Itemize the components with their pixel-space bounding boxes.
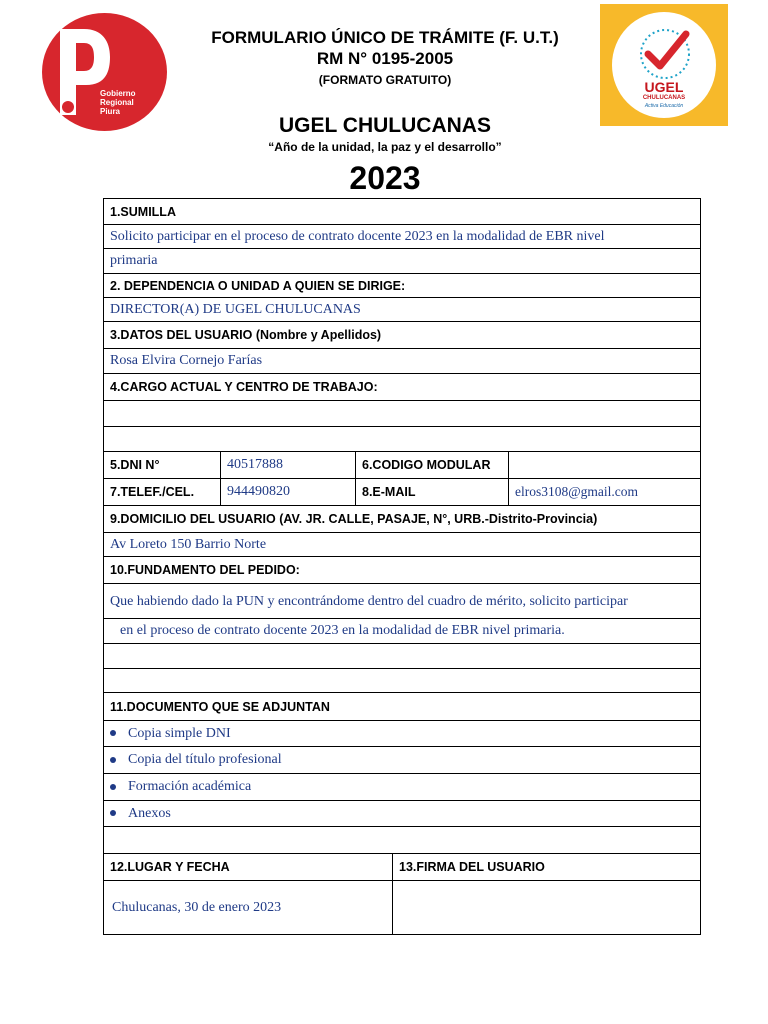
telefono-value: 944490820 [221, 479, 356, 506]
year-motto: “Año de la unidad, la paz y el desarrollo” [268, 140, 502, 154]
sumilla-line-1: Solicito participar en el proceso de contrato docente 2023 en la modalidad de EBR nivel [104, 225, 701, 249]
logo-left-line1: Gobierno [100, 89, 136, 98]
ugel-logo-subname: CHULUCANAS [642, 95, 686, 101]
fundamento-blank-row-1 [104, 644, 701, 669]
documento-item-3: Formación académica [128, 779, 252, 794]
telefono-label: 7.TELEF./CEL. [104, 479, 221, 506]
dependencia-label: 2. DEPENDENCIA O UNIDAD A QUIEN SE DIRIGE: [104, 274, 701, 298]
domicilio-label: 9.DOMICILIO DEL USUARIO (AV. JR. CALLE, PASAJE, N°, URB.-Distrito-Provincia) [104, 506, 701, 533]
documentos-blank-row [104, 827, 701, 854]
documentos-label: 11.DOCUMENTO QUE SE ADJUNTAN [104, 693, 701, 721]
lugar-fecha-value: Chulucanas, 30 de enero 2023 [104, 881, 393, 935]
documento-item-1: Copia simple DNI [128, 725, 231, 741]
bullet-icon [110, 757, 116, 763]
dependencia-value: DIRECTOR(A) DE UGEL CHULUCANAS [104, 298, 701, 322]
form-year: 2023 [349, 160, 421, 196]
fundamento-line-1: Que habiendo dado la PUN y encontrándome dentro del cuadro de mérito, solicito participar [104, 584, 701, 619]
ugel-logo-circle [612, 12, 716, 118]
bullet-icon [110, 730, 116, 736]
logo-left-line3: Piura [100, 107, 121, 116]
list-item [104, 801, 701, 827]
ugel-logo-name: UGEL [644, 79, 684, 95]
email-value: elros3108@gmail.com [509, 479, 701, 506]
logo-left-line2: Regional [100, 98, 134, 107]
fundamento-blank-row-2 [104, 669, 701, 693]
fundamento-line-2: en el proceso de contrato docente 2023 en la modalidad de EBR nivel primaria. [104, 619, 701, 644]
usuario-value: Rosa Elvira Cornejo Farías [104, 349, 701, 374]
email-label: 8.E-MAIL [356, 479, 509, 506]
cargo-blank-row-2 [104, 427, 701, 452]
firma-signature-area [393, 881, 701, 935]
list-item [104, 721, 701, 747]
format-note: (FORMATO GRATUITO) [318, 73, 452, 87]
dni-value: 40517888 [221, 452, 356, 479]
office-name: UGEL CHULUCANAS [279, 114, 491, 137]
cargo-blank-row-1 [104, 401, 701, 427]
fundamento-label: 10.FUNDAMENTO DEL PEDIDO: [104, 557, 701, 584]
codigo-modular-label: 6.CODIGO MODULAR [356, 452, 509, 479]
bullet-icon [110, 810, 116, 816]
ugel-chulucanas-logo [600, 4, 728, 126]
lugar-fecha-label: 12.LUGAR Y FECHA [104, 854, 393, 881]
usuario-label: 3.DATOS DEL USUARIO (Nombre y Apellidos) [104, 322, 701, 349]
resolution-number: RM N° 0195-2005 [316, 49, 454, 68]
sumilla-label: 1.SUMILLA [104, 199, 701, 225]
bullet-icon [110, 784, 116, 790]
check-mark-icon [632, 24, 698, 80]
list-item [104, 747, 701, 774]
list-item [104, 774, 701, 801]
domicilio-value: Av Loreto 150 Barrio Norte [104, 533, 701, 557]
sumilla-line-2: primaria [104, 249, 701, 274]
firma-label: 13.FIRMA DEL USUARIO [393, 854, 701, 881]
fut-form-table [103, 198, 701, 935]
ugel-logo-tagline: Activa Educación [644, 103, 684, 109]
documento-item-4: Anexos [128, 805, 171, 821]
cargo-label: 4.CARGO ACTUAL Y CENTRO DE TRABAJO: [104, 374, 701, 401]
dni-label: 5.DNI N° [104, 452, 221, 479]
codigo-modular-value [509, 452, 701, 479]
form-title: FORMULARIO ÚNICO DE TRÁMITE (F. U.T.) [211, 28, 559, 47]
documento-item-2: Copia del título profesional [128, 752, 282, 767]
